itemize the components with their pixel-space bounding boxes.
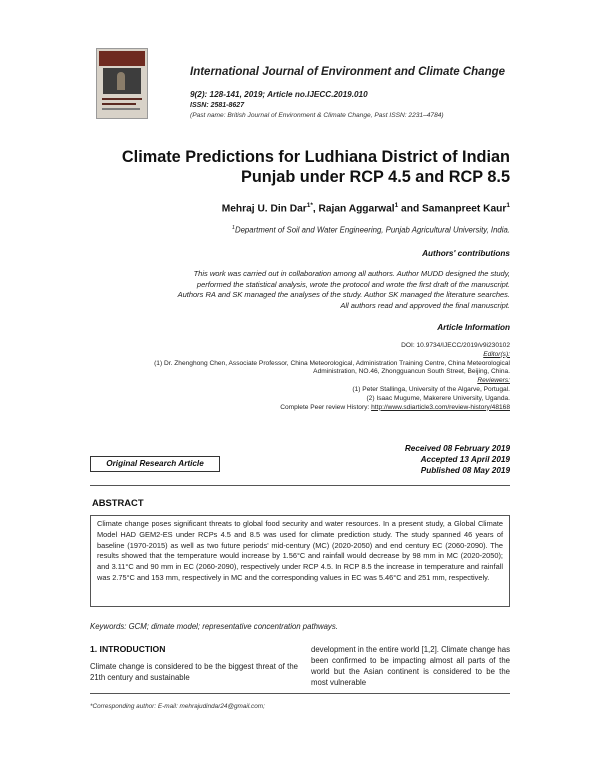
doi: DOI: 10.9734/IJECC/2019/v9i230102 [401,342,510,349]
author-1: Mehraj U. Din Dar [221,203,307,215]
author-3: Samanpreet Kaur [422,203,507,215]
journal-issn: ISSN: 2581-8627 [190,102,245,109]
paper-title: Climate Predictions for Ludhiana District of Indian Punjab under RCP 4.5 and RCP 8.5 [121,148,510,186]
reviewer: (1) Peter Stallinga, University of the Algarve, Portugal. [352,385,510,393]
reviewer: (2) Isaac Mugume, Makerere University, Uganda. [366,394,510,402]
journal-name: International Journal of Environment and Climate Change [190,66,506,78]
abstract-box: Climate change poses significant threats to global food security and water resources. In a present study, a Global Climate Model HAD GEM2-ES under RCPs 4.5 and 8.5 was used for climate prediction study. The study spanned 46 years of baseline (1970-2015) as well as two future periods' mid-century (MC) (2020-2050) and end century EC (2060-2090). The results showed that the temperature would increase by 1.56°C and rainfall would decrease by 98 mm in MC (2020-2050); and 3.11°C and 90 mm in EC (2060-2090), respectively under RCP 4.5. In RCP 8.5 the increase in temperature and rainfall was 2.75°C and 153 mm, respectively in MC and the corresponding values in EC was 5.46°C and 251 mm, respectively. [90,515,510,607]
journal-issue: 9(2): 128-141, 2019; Article no.IJECC.2019.010 [190,90,368,99]
affiliation: $^1$Department of Soil and Water Engineering, Punjab Agricultural University, India. [231,225,510,235]
received-date: Received 08 February 2019 [404,444,510,453]
author-2: Rajan Aggarwal [318,203,395,215]
abstract-heading: ABSTRACT [92,497,144,508]
keywords: Keywords: GCM; dimate model; representative concentration pathways. [90,622,338,631]
article-type-badge: Original Research Article [90,456,220,472]
intro-left-column: Climate change is considered to be the biggest threat of the 21th century and sustainable [90,662,298,682]
introduction-heading: 1. INTRODUCTION [90,644,166,654]
article-info-heading: Article Information [437,323,510,332]
cover-band [99,51,145,66]
intro-right-column: development in the entire world [1,2]. Climate change has been confirmed to be impacting almost all parts of the world but the Asian continent is considered to be the most vulnerable [311,645,510,687]
editor-line: Administration, NO.46, Zhongguancun South Street, Beijing, China. [313,368,510,376]
contributions-heading: Authors' contributions [422,249,510,258]
contributions-text: This work was carried out in collaboration among all authors. Author MUDD designed the study, performed the statistical analysis, wrote the protocol and wrote the first draft of the manuscript. Authors RA and SK managed the analyses of the study. Author SK managed the literature searches. All authors read and approved the final manuscript. [177,269,510,310]
published-date: Published 08 May 2019 [420,466,510,475]
cover-image [103,68,141,94]
reviewers-label: Reviewers: [477,377,510,385]
author-list: Mehraj U. Din Dar$^{1*}$, Rajan Aggarwal$^1$ and Samanpreet Kaur$^1$ [221,202,510,215]
editor-line: (1) Dr. Zhenghong Chen, Associate Professor, China Meteorological, Administration Training Centre, China Meteorological [154,359,510,367]
journal-cover-thumbnail [96,48,148,119]
review-history: Complete Peer review History: http://www.sdiarticle3.com/review-history/48168 [280,403,510,411]
publication-dates [405,443,510,476]
accepted-date: Accepted 13 April 2019 [420,455,510,464]
editor-label: Editor(s): [483,350,510,358]
article-info [70,342,510,412]
journal-past-name: (Past name: British Journal of Environment & Climate Change, Past ISSN: 2231–4784) [190,112,444,119]
footnote-divider [90,693,510,694]
corresponding-author-footnote: *Corresponding author: E-mail: mehrajudindar24@gmail.com; [90,703,265,710]
divider [90,485,510,486]
review-history-link[interactable]: http://www.sdiarticle3.com/review-history/48168 [371,403,510,411]
